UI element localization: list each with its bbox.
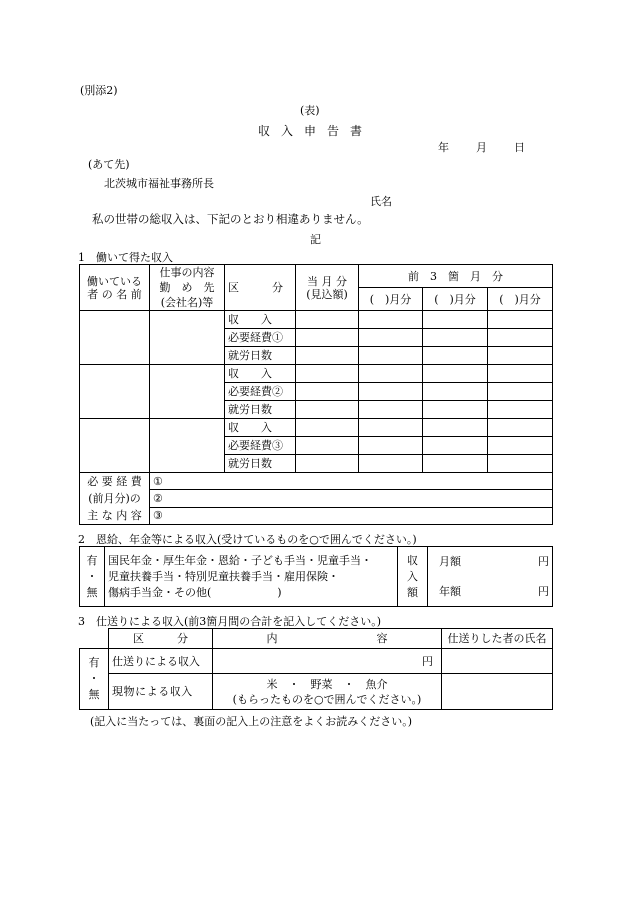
form-title: 収 入 申 告 書 bbox=[258, 124, 366, 138]
col-kubun: 区 分 bbox=[109, 629, 213, 649]
worker-1-job-cell[interactable] bbox=[150, 311, 225, 365]
section1-title: 1 働いて得た収入 bbox=[78, 251, 173, 264]
cell[interactable] bbox=[423, 347, 488, 365]
row-days-label: 就労日数 bbox=[225, 347, 296, 365]
row-days-label: 就労日数 bbox=[225, 455, 296, 473]
name-label: 氏名 bbox=[370, 195, 392, 208]
cell[interactable] bbox=[488, 329, 553, 347]
pension-umu[interactable]: 有 ・ 無 bbox=[80, 547, 105, 607]
cell[interactable] bbox=[359, 311, 423, 329]
cell[interactable] bbox=[488, 383, 553, 401]
prev-month-1-header: ( )月分 bbox=[359, 288, 423, 311]
row-expense-label: 必要経費② bbox=[225, 383, 296, 401]
cell[interactable] bbox=[359, 455, 423, 473]
row-expense-label: 必要経費③ bbox=[225, 437, 296, 455]
cell[interactable] bbox=[359, 419, 423, 437]
cell[interactable] bbox=[296, 383, 359, 401]
cell[interactable] bbox=[296, 401, 359, 419]
cell[interactable] bbox=[359, 401, 423, 419]
col-kubun: 区 分 bbox=[225, 265, 296, 311]
row-income-label: 収 入 bbox=[225, 311, 296, 329]
cell[interactable] bbox=[296, 347, 359, 365]
row-income-label: 収 入 bbox=[225, 365, 296, 383]
pension-items[interactable]: 国民年金・厚生年金・恩給・子ども手当・児童手当・ 児童扶養手当・特別児童扶養手当・雇用保険・ 傷病手当金・その他( ) bbox=[105, 547, 398, 607]
pension-income-amount-label: 収 入 額 bbox=[398, 547, 428, 607]
worker-3-job-cell[interactable] bbox=[150, 419, 225, 473]
money-amount[interactable]: 円 bbox=[213, 649, 442, 674]
row-days-label: 就労日数 bbox=[225, 401, 296, 419]
col-job: 仕事の内容 勤 め 先 (会社名)等 bbox=[150, 265, 225, 311]
cell[interactable] bbox=[359, 365, 423, 383]
cell[interactable] bbox=[488, 437, 553, 455]
cell[interactable] bbox=[296, 437, 359, 455]
cell[interactable] bbox=[359, 329, 423, 347]
cell[interactable] bbox=[488, 365, 553, 383]
cell[interactable] bbox=[423, 401, 488, 419]
col-prev-3-months: 前 3 箇 月 分 bbox=[359, 265, 553, 288]
expense-detail-2[interactable]: ② bbox=[150, 490, 553, 507]
date-month: 月 bbox=[476, 141, 487, 154]
cell[interactable] bbox=[488, 347, 553, 365]
goods-sender[interactable] bbox=[442, 674, 553, 710]
cell[interactable] bbox=[296, 419, 359, 437]
date-day: 日 bbox=[514, 141, 525, 154]
attachment-label: (別添2) bbox=[80, 84, 118, 97]
cell[interactable] bbox=[488, 401, 553, 419]
worker-2-name-cell[interactable] bbox=[80, 365, 150, 419]
prev-month-2-header: ( )月分 bbox=[423, 288, 488, 311]
money-sender[interactable] bbox=[442, 649, 553, 674]
addressee-label: (あて先) bbox=[88, 158, 130, 171]
cell[interactable] bbox=[296, 311, 359, 329]
col-sender: 仕送りした者の氏名 bbox=[442, 629, 553, 649]
worker-1-name-cell[interactable] bbox=[80, 311, 150, 365]
work-income-table bbox=[79, 264, 553, 525]
cell[interactable] bbox=[488, 419, 553, 437]
expense-detail-1[interactable]: ① bbox=[150, 473, 553, 490]
cell[interactable] bbox=[359, 347, 423, 365]
declaration: 私の世帯の総収入は、下記のとおり相違ありません。 bbox=[92, 212, 369, 226]
remittance-umu[interactable]: 有 ・ 無 bbox=[80, 649, 109, 710]
yearly-amount[interactable]: 年額 円 bbox=[428, 577, 553, 607]
cell[interactable] bbox=[488, 455, 553, 473]
pension-income-table bbox=[79, 546, 553, 607]
corner-cell bbox=[80, 629, 109, 649]
row-money-label: 仕送りによる収入 bbox=[109, 649, 213, 674]
cell[interactable] bbox=[423, 329, 488, 347]
side-label: (表) bbox=[300, 104, 320, 117]
cell[interactable] bbox=[423, 365, 488, 383]
cell[interactable] bbox=[423, 383, 488, 401]
remittance-income-table bbox=[79, 628, 553, 710]
cell[interactable] bbox=[423, 455, 488, 473]
expense-detail-3[interactable]: ③ bbox=[150, 507, 553, 524]
section2-title: 2 恩給、年金等による収入(受けているものを○で囲んでください。) bbox=[78, 533, 417, 546]
cell[interactable] bbox=[296, 365, 359, 383]
cell[interactable] bbox=[359, 383, 423, 401]
cell[interactable] bbox=[359, 437, 423, 455]
addressee: 北茨城市福祉事務所長 bbox=[104, 177, 214, 190]
cell[interactable] bbox=[488, 311, 553, 329]
col-current-month: 当 月 分 (見込額) bbox=[296, 265, 359, 311]
col-worker-name: 働いている 者 の 名 前 bbox=[80, 265, 150, 311]
expense-detail-label: 必 要 経 費 (前月分)の 主 な 内 容 bbox=[80, 473, 150, 525]
cell[interactable] bbox=[423, 419, 488, 437]
prev-month-3-header: ( )月分 bbox=[488, 288, 553, 311]
ki-label: 記 bbox=[310, 233, 321, 246]
date-year: 年 bbox=[438, 141, 449, 154]
row-income-label: 収 入 bbox=[225, 419, 296, 437]
row-expense-label: 必要経費① bbox=[225, 329, 296, 347]
cell[interactable] bbox=[296, 329, 359, 347]
cell[interactable] bbox=[423, 311, 488, 329]
goods-items[interactable]: 米 ・ 野菜 ・ 魚介 (もらったものを○で囲んでください。) bbox=[213, 674, 442, 710]
col-content: 内 容 bbox=[213, 629, 442, 649]
monthly-amount[interactable]: 月額 円 bbox=[428, 547, 553, 577]
row-goods-label: 現物による収入 bbox=[109, 674, 213, 710]
cell[interactable] bbox=[423, 437, 488, 455]
footer-note: (記入に当たっては、裏面の記入上の注意をよくお読みください。) bbox=[90, 715, 413, 728]
worker-3-name-cell[interactable] bbox=[80, 419, 150, 473]
cell[interactable] bbox=[296, 455, 359, 473]
worker-2-job-cell[interactable] bbox=[150, 365, 225, 419]
section3-title: 3 仕送りによる収入(前3箇月間の合計を記入してください。) bbox=[78, 615, 382, 628]
